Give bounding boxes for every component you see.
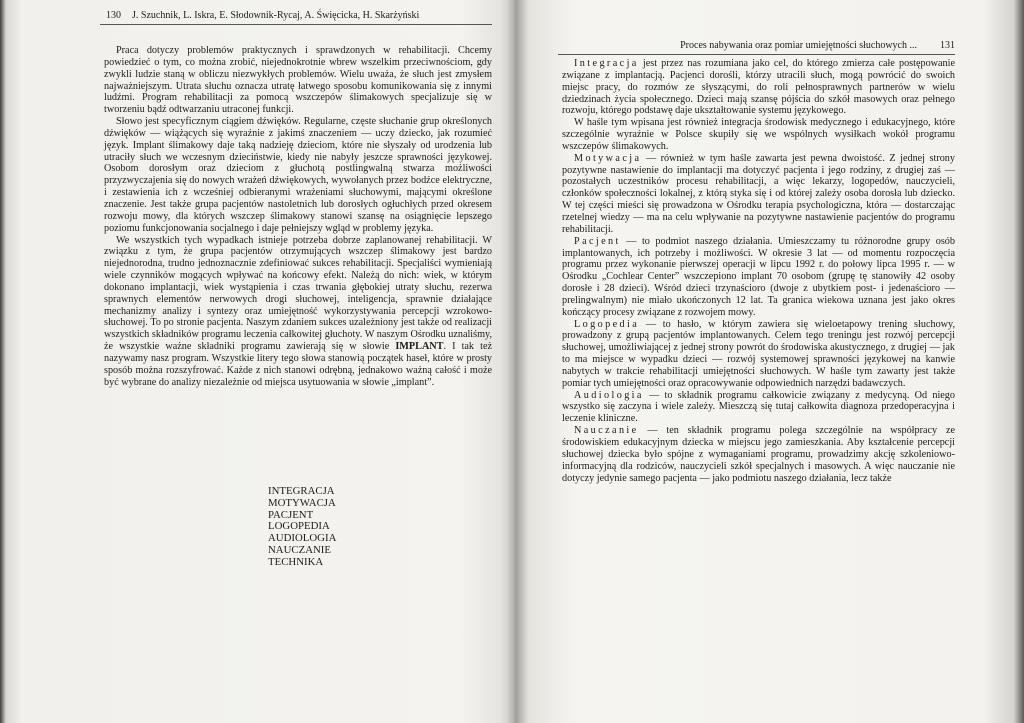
- left-page: [100, 0, 492, 723]
- section-integracja-2: W haśle tym wpisana jest również integracja środowisk medycznego i edukacyjnego, które szczególnie wyraźnie w Polsce skupiły się we wspólnych wysiłkach wokół programu wszczepów ślimakowych.: [562, 117, 955, 152]
- section-logopedia: [562, 319, 955, 390]
- term-audiologia: Audiologia: [574, 389, 644, 401]
- term-nauczanie: Nauczanie: [574, 425, 639, 437]
- term-integracja: Integracja: [574, 58, 639, 69]
- keyword-audiologia: AUDIOLOGIA: [268, 532, 337, 545]
- left-running-title: J. Szuchnik, L. Iskra, E. Słodownik-Rycaj, A. Święcicka, H. Skarżyński: [132, 10, 420, 21]
- left-body-text: [104, 45, 492, 388]
- keyword-technika: TECHNIKA: [268, 555, 324, 568]
- text-audiologia: — to składnik programu całkowicie związany z medycyną. Od niego wszystko się zaczyna i wiele zależy. Mieszczą się tutaj całkowita diagnoza przedoperacyjna i leczenie kliniczne.: [562, 389, 955, 425]
- keyword-pacjent: PACJENT: [268, 508, 314, 521]
- keyword-logopedia: LOGOPEDIA: [268, 520, 330, 533]
- right-body-text: [562, 58, 955, 484]
- right-running-title: Proces nabywania oraz pomiar umiejętności słuchowych ...: [680, 40, 917, 51]
- text-pacjent: — to podmiot naszego działania. Umieszczamy tu różnorodne grupy osób implantowanych, ich potrzeby i możliwości. W okresie 3 lat — od momentu rozpoczęcia programu przez wykonanie pierwszej operacji w lipcu 1992 r. do połowy lipca 1995 r. — w Ośrodku „Cochlear Center” wszczepiono implant 70 osobom (grupę tę stanowiły 42 osoby dorosłe i 28 dzieci). Wśród dzieci trzynaściorо (dwoje z ubytkiem post- i jedenaścioro — prelingwalnym) nie miało ukończonych 12 lat. Ta granica wiekowa uznana jest jako okres kończący procesy związane z rozwojem mowy.: [562, 235, 955, 318]
- right-page: [558, 0, 955, 723]
- keyword-motywacja: MOTYWACJA: [268, 496, 336, 509]
- term-motywacja: Motywacja: [574, 152, 642, 164]
- section-audiologia: [562, 390, 955, 426]
- text-nauczanie: — ten składnik programu polega szczególnie na współpracy ze środowiskiem edukacyjnym dziecka w miejscu jego zamieszkania. Aby kształcenie percepcji słuchowej dziecka było spójne z wymaganiami programu, prowadzimy akcję szkoleniowo-informacyjną dla rodziców, nauczycieli szkół specjalnych i masowych. A więc nauczanie nie dotyczy jedynie samego pacjenta — jako podmiotu naszego działania, lecz także: [562, 425, 955, 484]
- book-gutter: [500, 0, 530, 723]
- text-motywacja: — również w tym haśle zawarta jest pewna dwoistość. Z jednej strony pozytywne nastawienie do implantacji ma dotyczyć pacjenta i jego rodziny, z drugiej zaś — pozostałych uczestników procesu rehabilitacji, a więc lekarzy, logopedów, nauczycieli, członków społeczności lokalnej, z którą styka się i od której zależy osoba dorosła lub dziecko. W tej części mieści się prowadzona w Ośrodku terapia psychologiczna, która — dostarczając rzetelnej wiedzy — ma na celu wpływanie na pozytywne nastawienie pacjentów do programu rehabilitacji.: [562, 152, 955, 235]
- section-integracja: [562, 58, 955, 117]
- text-logopedia: — to hasło, w którym zawiera się wieloetapowy trening słuchowy, prowadzony z grupą pacjentów implantowanych. Celem tego treningu jest rozwój percepcji słuchowej, umożliwiającej z jednej strony powrót do środowiska akustycznego, z drugiej — jak to ma miejsce w wypadku dzieci — rozwój systemowej sprawności językowej na kanwie nabytych w trakcie rehabilitacji umiejętności słuchowych. W haśle tym zawarty jest także pomiar tych umiejętności oraz opracowywanie odpowiednich narzędzi badawczych.: [562, 318, 955, 389]
- text-integracja: jest przez nas rozumiana jako cel, do którego zmierza całe postępowanie związane z implantacją. Pacjenci dorośli, którzy utracili słuch, mogą powrócić do swoich miejsc pracy, do rozmów ze słyszącymi, do roli pełnosprawnych partnerów w wielu dziedzinach życia społecznego. Dzieci mają szansę pójścia do szkół masowych oraz pełnego rozwoju, którego podstawę daje ukształtowanie systemu językowego.: [562, 58, 955, 117]
- keyword-nauczanie: NAUCZANIE: [268, 543, 331, 556]
- left-page-number: 130: [106, 10, 121, 21]
- keyword-integracja: INTEGRACJA: [268, 485, 335, 497]
- left-paragraph-2: Słowo jest specyficznym ciągiem dźwięków. Regularne, częste słuchanie grup określonych dźwięków — wiążących się wyraźnie z jakimś znaczeniem — uczy dziecko, jak rozumieć język. Implant ślimakowy daje taką nadzieję dzieciom, które nie słyszały od urodzenia lub utraciły słuch we wczesnym dzieciństwie, kiedy nie nabyły jeszcze sprawności językowej. Osobom dorosłym oraz dzieciom z głuchotą postlingwalną stwarza możliwości przyzwyczajenia się do nowych wrażeń dźwiękowych, wywołanych przez bodźce elektryczne, i zestawienia ich z wcześniej odbieranymi wrażeniami słuchowymi, mającymi określone znaczenie. Jest także grupa pacjentów nastoletnich lub dorosłych ogłuchłych przed okresem rozwoju mowy, dla których wszczep ślimakowy stanowi szansę na osiągnięcie lepszego poziomu funkcjonowania socjalnego i daje pełniejszy wgląd w problemy języka.: [104, 116, 492, 234]
- right-running-head: [558, 40, 955, 55]
- left-paragraph-3-part-b: . I tak też nazywamy nasz program. Wszystkie litery tego słowa stanowią początek haseł, które w prosty sposób można rozszyfrować. Każde z nich stanowi odrębną, jednakowo ważną całość i może być wybrane do analizy niezależnie od miejsca usytuowania w słowie „implant”.: [104, 341, 492, 388]
- section-motywacja: [562, 153, 955, 236]
- section-nauczanie: [562, 425, 955, 484]
- left-running-head: [100, 10, 492, 25]
- term-pacjent: Pacjent: [574, 235, 621, 247]
- left-paragraph-3-part-a: We wszystkich tych wypadkach istnieje potrzeba dobrze zaplanowanej rehabilitacji. W związku z tym, że grupa pacjentów otrzymujących wszczep ślimakowy jest bardzo niejednorodna, trudno jednoznacznie zdefiniować sukces rehabilitacji. Specjaliści wymieniają wiele czynników mogących wpływać na końcowy efekt. Należą do nich: wiek, w którym dokonano implantacji, wiek wystąpienia i czas trwania głębokiej utraty słuchu, rezerwa sprawnych elementów nerwowych drogi słuchowej, inteligencja, sprawnie działające mechanizmy analizy i syntezy oraz umiejętność wykorzystywania percepcji wzrokowo-słuchowej. To po stronie pacjenta. Naszym zdaniem sukces uzależniony jest także od realizacji wszystkich składników programu leczenia całkowitej głuchoty. W naszym Ośrodku uznaliśmy, że wszystkie ważne składniki programu zawierają się w słowie: [104, 234, 492, 353]
- implant-keyword-list: [268, 486, 336, 569]
- left-paragraph-1: Praca dotyczy problemów praktycznych i sprawdzonych w rehabilitacji. Chcemy powiedzieć o tym, co można zrobić, niejednokrotnie wbrew wszelkim przeciwnościom, gdy zwykli ludzie staną w obliczu niezwykłych problemów. Wielu uważa, że słuch jest zmysłem najważniejszym. Utrata słuchu oznacza utratę łatwego sposobu komunikowania się z innymi ludźmi. Program rehabilitacji za pomocą wszczepów ślimakowych specjalizuje się w tworzeniu bądź odtwarzaniu utraconej funkcji.: [104, 45, 492, 116]
- term-logopedia: Logopedia: [574, 318, 640, 330]
- section-pacjent: [562, 236, 955, 319]
- left-paragraph-3: [104, 235, 492, 389]
- implant-word: IMPLANT: [395, 341, 444, 353]
- right-page-number: 131: [940, 40, 955, 51]
